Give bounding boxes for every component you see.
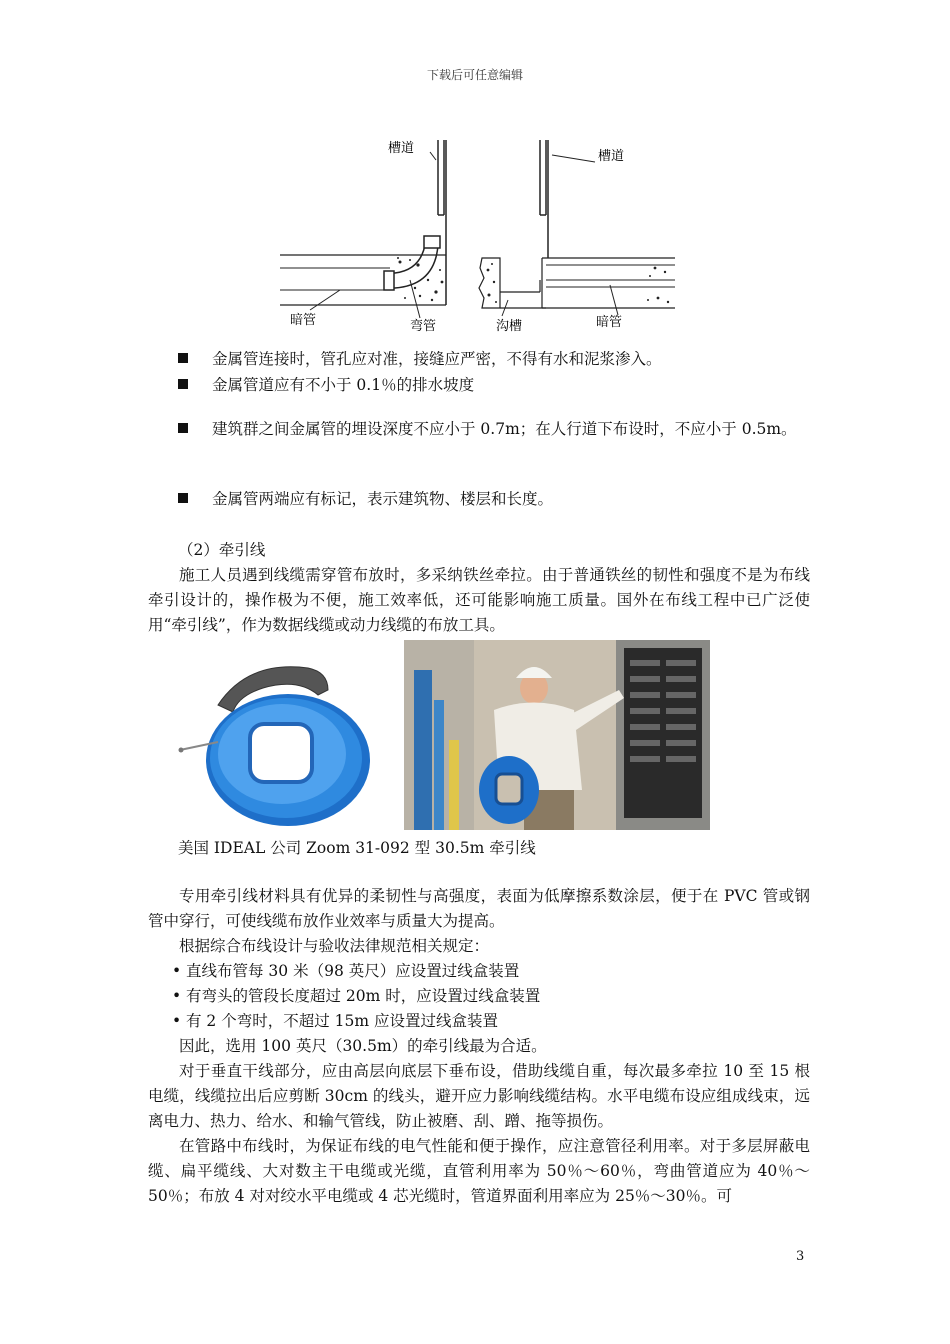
list-item [178,372,818,398]
label-elbow: 弯管 [410,319,437,334]
worker-installation-photo [404,640,710,830]
list-item [172,984,540,1009]
paragraph: 因此，选用 100 英尺（30.5m）的牵引线最为合适。 [179,1037,547,1055]
square-bullet-icon [178,493,188,503]
label-right-channel: 槽道 [598,149,625,164]
list-item-text: 金属管道应有不小于 0.1％的排水坡度 [212,376,475,394]
square-bullet-icon [178,353,188,363]
list-item-text: 有弯头的管段长度超过 20m 时，应设置过线盒装置 [186,987,541,1005]
paragraph: 在管路中布线时，为保证布线的电气性能和便于操作，应注意管径利用率。对于多层屏蔽电缆、扁平缆线、大对数主干电缆或光缆，直管利用率为 50％～60％，弯曲管道应为 40％～50％；布放 4 对对绞水平电缆或 4 芯光缆时，管道界面利用率应为 25％～30％。可 [148,1137,810,1205]
list-item [178,416,818,442]
label-right-conduit: 暗管 [596,315,623,330]
list-item-text: 金属管两端应有标记，表示建筑物、楼层和长度。 [212,490,554,508]
fish-tape-reel-photo [178,650,378,830]
bullet-dot-icon: • [172,1012,182,1030]
page-number: 3 [796,1249,805,1264]
paragraph: 对于垂直干线部分，应由高层向底层下垂布设，借助线缆自重，每次最多牵拉 10 至 15 根电缆，线缆拉出后应剪断 30cm 的线头，避开应力影响线缆结构。水平电缆布设应组成线束，远离电力、热力、给水、和输气管线，防止被磨、刮、蹭、拖等损伤。 [148,1062,810,1130]
label-left-channel: 槽道 [388,141,415,156]
paragraph: 专用牵引线材料具有优异的柔韧性与高强度，表面为低摩擦系数涂层，便于在 PVC 管或钢管中穿行，可使线缆布放作业效率与质量大为提高。 [148,887,810,930]
paragraph: 根据综合布线设计与验收法律规范相关规定： [179,937,490,955]
list-item-text: 建筑群之间金属管的埋设深度不应小于 0.7m；在人行道下布设时，不应小于 0.5m。 [212,420,797,438]
list-item [172,959,519,984]
list-item-text: 直线布管每 30 米（98 英尺）应设置过线盒装置 [186,962,520,980]
label-trench: 沟槽 [496,319,523,334]
list-item [172,1009,498,1034]
list-item-text: 金属管连接时，管孔应对准，接缝应严密，不得有水和泥浆渗入。 [212,350,662,368]
label-left-conduit: 暗管 [290,313,317,328]
photo-caption: 美国 IDEAL 公司 Zoom 31-092 型 30.5m 牵引线 [178,839,536,857]
list-item [178,346,818,372]
bullet-dot-icon: • [172,962,182,980]
conduit-diagram [270,130,680,340]
list-item [178,486,818,512]
list-item-text: 有 2 个弯时，不超过 15m 应设置过线盒装置 [186,1012,498,1030]
page-header: 下载后可任意编辑 [426,68,523,82]
bullet-dot-icon: • [172,987,182,1005]
paragraph: 施工人员遇到线缆需穿管布放时，多采纳铁丝牵拉。由于普通铁丝的韧性和强度不是为布线牵引设计的，操作极为不便，施工效率低，还可能影响施工质量。国外在布线工程中已广泛使用“牵引线”，作为数据线缆或动力线缆的布放工具。 [148,566,810,634]
section-heading: （2）牵引线 [178,541,266,559]
square-bullet-icon [178,379,188,389]
square-bullet-icon [178,423,188,433]
